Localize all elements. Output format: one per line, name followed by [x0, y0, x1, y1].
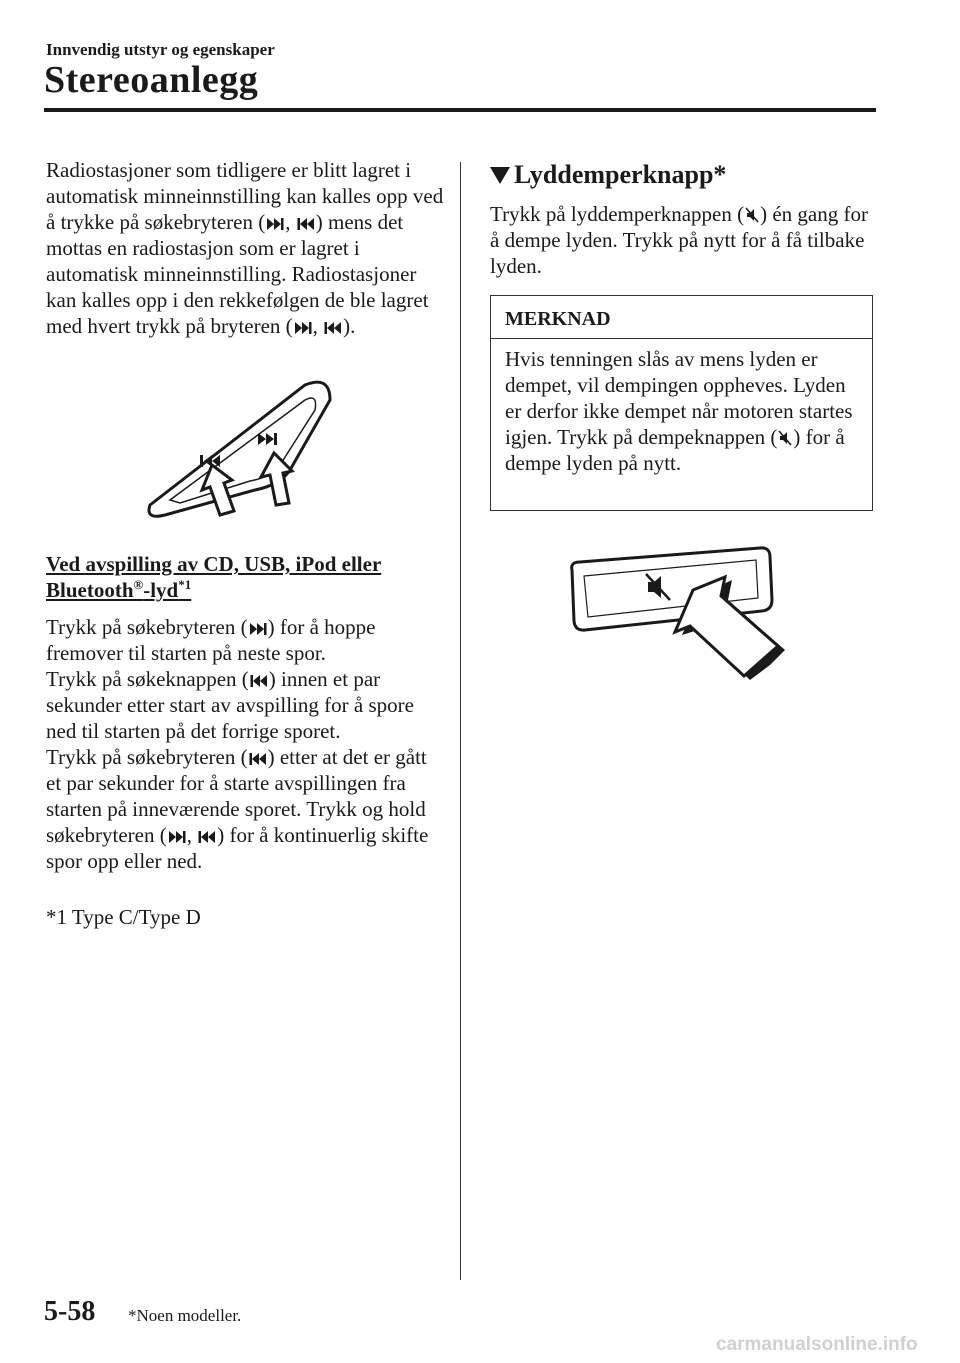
seek-backward-icon: [324, 321, 342, 335]
seek-forward-icon: [168, 830, 186, 844]
page-number: 5-58: [44, 1296, 96, 1327]
note-divider: [491, 338, 872, 339]
seek-forward-icon: [266, 217, 284, 231]
seek-backward-icon: [250, 674, 268, 688]
subheading-playback: Ved avspilling av CD, USB, iPod eller Bluetooth®-lyd$^{*1}$: [46, 552, 382, 602]
mute-icon: [745, 207, 759, 223]
column-divider: [460, 162, 461, 1280]
paragraph-track-seek: Trykk på søkebryteren ( ) for å hoppe fremover til starten på neste spor. Trykk på søkeknappen ( ) innen et par sekunder etter start av avspilling for å spore ned til starten på det forrige sporet. Trykk på søkebryteren ( ) etter at det er gått et par sekunder for å starte avspillingen fra starten på inneværende sporet. Trykk og hold søkebryteren ( , ) for å kontinuerlig skifte spor opp eller ned.: [46, 615, 429, 873]
mute-button-illustration: [560, 540, 790, 720]
note-box: [490, 295, 873, 511]
note-title: MERKNAD: [505, 308, 611, 330]
section-label: Innvendig utstyr og egenskaper: [46, 40, 275, 59]
section-title: Stereoanlegg: [44, 59, 259, 101]
heading-mute-button: Lyddemperknapp*: [490, 160, 726, 190]
seek-backward-icon: [249, 752, 267, 766]
triangle-bullet-icon: [490, 167, 510, 184]
footer-note: *Noen modeller.: [128, 1306, 242, 1325]
seek-forward-icon: [249, 622, 267, 636]
mute-icon: [778, 430, 792, 446]
seek-switch-illustration: [140, 375, 340, 525]
seek-backward-icon: [297, 217, 315, 231]
footnote: *1 Type C/Type D: [46, 905, 201, 929]
paragraph-preset-recall: Radiostasjoner som tidligere er blitt lagret i automatisk minneinnstilling kan kalles opp ved å trykke på søkebryteren ( , ) mens det mottas en radiostasjon som er lagret i automatisk minneinnstilling. Radiostasjoner kan kalles opp i den rekkefølgen de ble lagret med hvert trykk på bryteren ( , ).: [46, 158, 444, 338]
watermark: carmanualsonline.info: [716, 1334, 918, 1355]
seek-backward-icon: [198, 830, 216, 844]
seek-forward-icon: [294, 321, 312, 335]
note-body: Hvis tenningen slås av mens lyden er dempet, vil dempingen oppheves. Lyden er derfor ikke dempet når motoren startes igjen. Trykk på dempeknappen ( ) for å dempe lyden på nytt.: [505, 347, 853, 475]
paragraph-mute: Trykk på lyddemperknappen ( ) én gang for å dempe lyden. Trykk på nytt for å få tilbake lyden.: [490, 202, 868, 278]
header-rule: [44, 108, 876, 112]
